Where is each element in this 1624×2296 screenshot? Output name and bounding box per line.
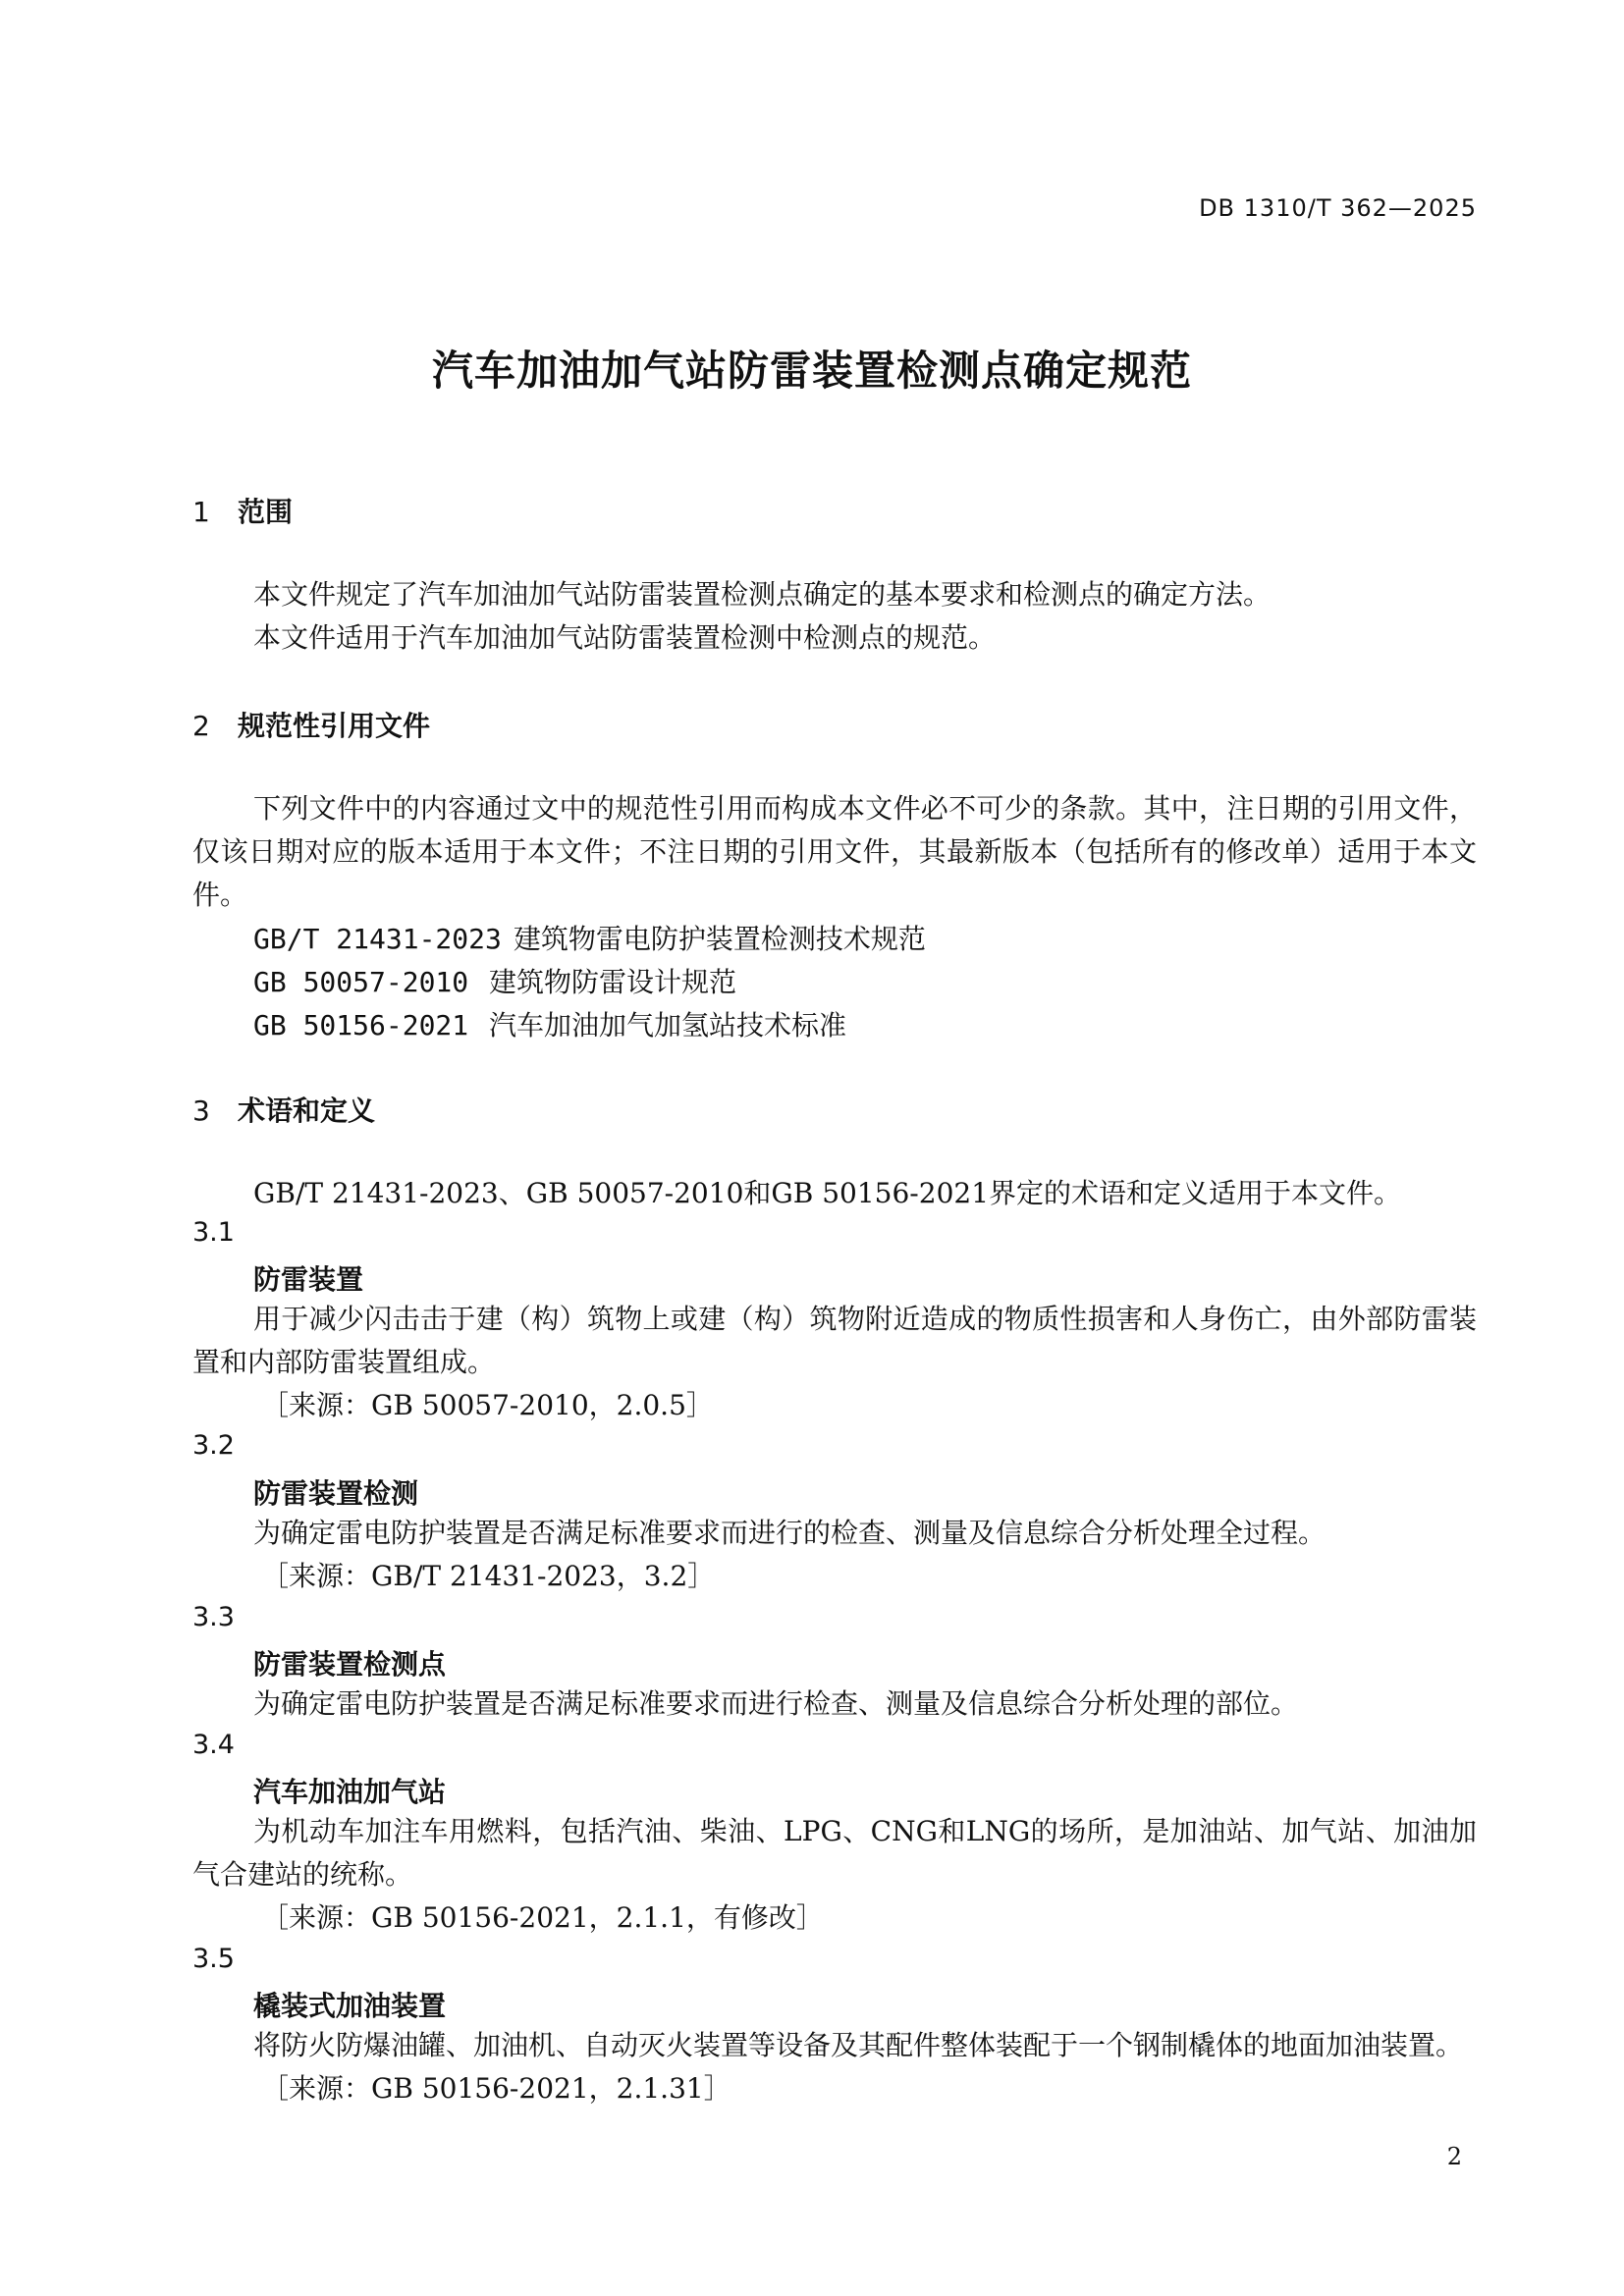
reference-item [253,1004,846,1043]
term-source: ［来源：GB 50156-2021，2.1.1，有修改］ [261,1901,824,1934]
reference-title: 汽车加油加气加氢站技术标准 [489,1009,847,1041]
section-3-heading [192,1090,375,1129]
term-name: 防雷装置 [253,1263,364,1296]
term-name: 防雷装置检测 [253,1477,419,1510]
term-definition: 用于减少闪击击于建（构）筑物上或建（构）筑物附近造成的物质性损害和人身伤亡，由外部防雷装置和内部防雷装置组成。 [192,1303,1477,1378]
reference-title: 建筑物雷电防护装置检测技术规范 [513,923,926,955]
term-definition: 为确定雷电防护装置是否满足标准要求而进行的检查、测量及信息综合分析处理全过程。 [253,1517,1326,1549]
term-number: 3.3 [192,1602,235,1632]
term-number: 3.5 [192,1944,235,1974]
reference-code: GB 50057-2010 [253,966,469,998]
reference-code: GB 50156-2021 [253,1009,469,1041]
term-definition: 为确定雷电防护装置是否满足标准要求而进行检查、测量及信息综合分析处理的部位。 [253,1687,1299,1720]
term-number: 3.4 [192,1730,235,1760]
references-intro: 下列文件中的内容通过文中的规范性引用而构成本文件必不可少的条款。其中，注日期的引用文件，仅该日期对应的版本适用于本文件；不注日期的引用文件，其最新版本（包括所有的修改单）适用于本文件。 [192,792,1477,911]
section-number: 1 [192,496,210,528]
reference-item [253,918,926,957]
section-title: 术语和定义 [238,1095,376,1127]
reference-code: GB/T 21431-2023 [253,923,502,955]
term-name: 防雷装置检测点 [253,1648,447,1681]
section-1-heading [192,491,293,530]
term-source: ［来源：GB 50057-2010，2.0.5］ [261,1389,714,1421]
scope-paragraph-1: 本文件规定了汽车加油加气站防雷装置检测点确定的基本要求和检测点的确定方法。 [253,578,1272,611]
document-title: 汽车加油加气站防雷装置检测点确定规范 [431,347,1192,395]
reference-item [253,961,736,1000]
section-title: 规范性引用文件 [238,710,431,742]
terms-intro: GB/T 21431-2023、GB 50057-2010和GB 50156-2021界定的术语和定义适用于本文件。 [253,1177,1402,1209]
document-code: DB 1310/T 362—2025 [1199,194,1477,222]
term-number: 3.1 [192,1217,235,1248]
section-2-heading [192,705,430,744]
section-title: 范围 [238,496,294,528]
term-number: 3.2 [192,1430,235,1461]
section-number: 3 [192,1095,210,1127]
page-number: 2 [1446,2143,1462,2170]
term-definition: 为机动车加注车用燃料，包括汽油、柴油、LPG、CNG和LNG的场所，是加油站、加气站、加油加气合建站的统称。 [192,1815,1477,1891]
reference-title: 建筑物防雷设计规范 [489,966,737,998]
term-name: 橇装式加油装置 [253,1990,447,2022]
term-source: ［来源：GB/T 21431-2023，3.2］ [261,1560,716,1592]
scope-paragraph-2: 本文件适用于汽车加油加气站防雷装置检测中检测点的规范。 [253,621,997,654]
term-name: 汽车加油加气站 [253,1776,447,1808]
section-number: 2 [192,710,210,742]
term-source: ［来源：GB 50156-2021，2.1.31］ [261,2072,731,2105]
term-definition: 将防火防爆油罐、加油机、自动灭火装置等设备及其配件整体装配于一个钢制橇体的地面加油装置。 [253,2029,1464,2061]
